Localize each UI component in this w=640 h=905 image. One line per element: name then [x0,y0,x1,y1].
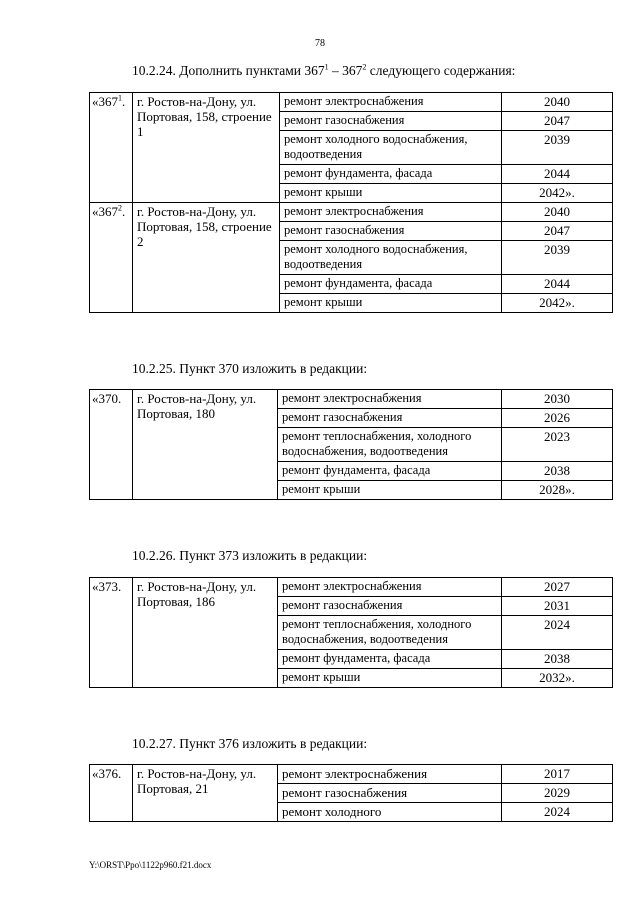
item-number: «367 [92,204,118,219]
year-cell: 2038 [502,462,613,481]
year-cell: 2047 [502,222,613,241]
item-number: «373. [92,579,122,594]
year-cell: 2030 [502,390,613,409]
year-cell: 2027 [502,578,613,597]
heading-text: – 367 [328,63,363,78]
work-type-cell: ремонт теплоснабжения, холодного водоснабжения, водоотведения [278,616,502,650]
work-type-cell: ремонт газоснабжения [278,409,502,428]
work-type-cell: ремонт электроснабжения [278,765,502,784]
year-cell: 2038 [502,650,613,669]
item-number: «367 [92,94,118,109]
work-type-cell: ремонт газоснабжения [278,597,502,616]
page-number: 78 [315,38,325,49]
section-heading [132,548,367,564]
year-cell: 2040 [502,203,613,222]
item-number-superscript: 2 [118,203,122,213]
year-cell: 2026 [502,409,613,428]
work-type-cell: ремонт газоснабжения [278,784,502,803]
year-cell: 2032». [502,669,613,688]
work-type-cell: ремонт газоснабжения [280,222,502,241]
amendment-table [89,577,613,688]
year-cell: 2042». [502,184,613,203]
year-cell: 2023 [502,428,613,462]
item-number: «376. [92,766,122,781]
work-type-cell: ремонт фундамента, фасада [278,650,502,669]
heading-superscript: 2 [362,62,367,72]
year-cell: 2039 [502,131,613,165]
work-type-cell: ремонт электроснабжения [278,390,502,409]
heading-text: следующего содержания: [366,63,516,78]
work-type-cell: ремонт фундамента, фасада [278,462,502,481]
work-type-cell: ремонт электроснабжения [280,203,502,222]
item-number-cell [90,203,133,313]
year-cell: 2047 [502,112,613,131]
work-type-cell: ремонт фундамента, фасада [280,165,502,184]
work-type-cell: ремонт холодного [278,803,502,822]
year-cell: 2029 [502,784,613,803]
work-type-cell: ремонт крыши [280,184,502,203]
heading-superscript: 1 [324,62,329,72]
year-cell: 2024 [502,803,613,822]
work-type-cell: ремонт холодного водоснабжения, водоотведения [280,131,502,165]
section-heading [132,361,367,377]
address-cell: г. Ростов-на-Дону, ул. Портовая, 186 [133,578,278,688]
year-cell: 2044 [502,165,613,184]
amendment-table [89,764,613,822]
address-cell: г. Ростов-на-Дону, ул. Портовая, 158, строение 2 [133,203,280,313]
amendment-table [89,389,613,500]
year-cell: 2040 [502,93,613,112]
item-number-suffix: . [122,94,126,109]
table-row [90,765,613,784]
table-row [90,578,613,597]
item-number: «370. [92,391,122,406]
work-type-cell: ремонт крыши [278,481,502,500]
work-type-cell: ремонт электроснабжения [278,578,502,597]
amendment-table [89,92,613,313]
item-number-cell [90,390,133,500]
table-row [90,203,613,222]
work-type-cell: ремонт газоснабжения [280,112,502,131]
section-heading [132,63,515,79]
heading-text: 10.2.24. Дополнить пунктами 367 [132,63,325,78]
year-cell: 2042». [502,294,613,313]
work-type-cell: ремонт электроснабжения [280,93,502,112]
table-row [90,390,613,409]
address-cell: г. Ростов-на-Дону, ул. Портовая, 21 [133,765,278,822]
heading-text: 10.2.25. Пункт 370 изложить в редакции: [132,361,368,376]
year-cell: 2039 [502,241,613,275]
year-cell: 2044 [502,275,613,294]
work-type-cell: ремонт фундамента, фасада [280,275,502,294]
work-type-cell: ремонт крыши [280,294,502,313]
year-cell: 2017 [502,765,613,784]
item-number-cell [90,93,133,203]
item-number-superscript: 1 [118,93,122,103]
table-row [90,93,613,112]
heading-text: 10.2.26. Пункт 373 изложить в редакции: [132,548,368,563]
address-cell: г. Ростов-на-Дону, ул. Портовая, 180 [133,390,278,500]
year-cell: 2028». [502,481,613,500]
work-type-cell: ремонт холодного водоснабжения, водоотведения [280,241,502,275]
item-number-cell [90,765,133,822]
year-cell: 2024 [502,616,613,650]
address-cell: г. Ростов-на-Дону, ул. Портовая, 158, строение 1 [133,93,280,203]
section-heading [132,736,367,752]
file-path-footer: Y:\ORST\Ppo\1122p960.f21.docx [89,860,212,870]
heading-text: 10.2.27. Пункт 376 изложить в редакции: [132,736,368,751]
year-cell: 2031 [502,597,613,616]
work-type-cell: ремонт крыши [278,669,502,688]
item-number-suffix: . [122,204,126,219]
item-number-cell [90,578,133,688]
work-type-cell: ремонт теплоснабжения, холодного водоснабжения, водоотведения [278,428,502,462]
